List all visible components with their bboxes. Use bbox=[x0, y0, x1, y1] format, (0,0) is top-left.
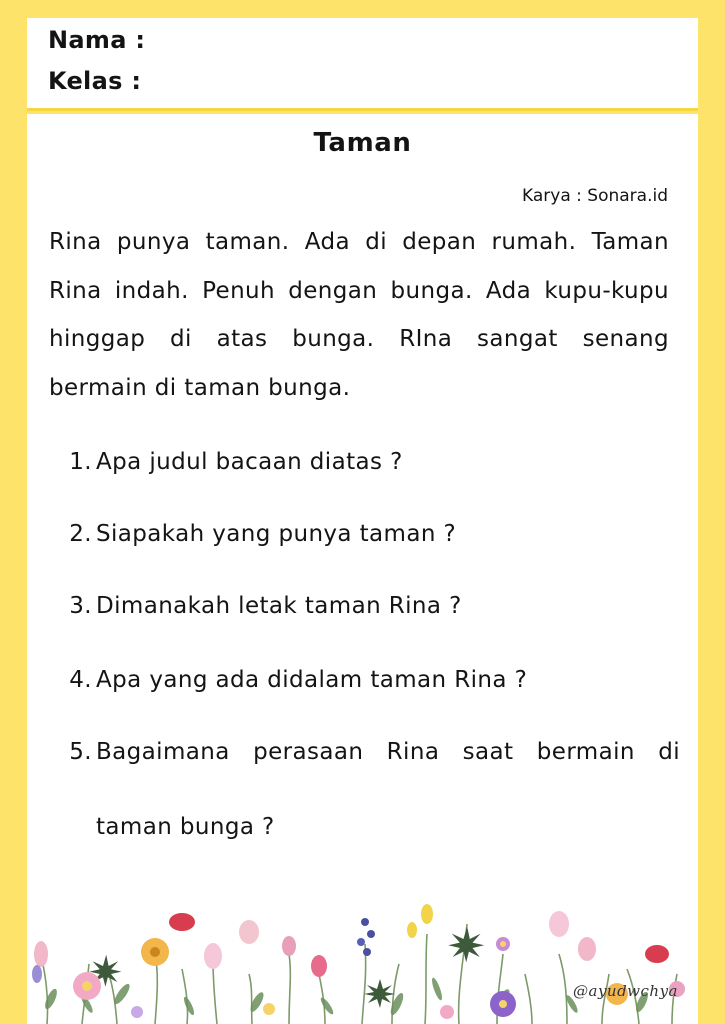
class-label: Kelas : bbox=[48, 67, 142, 95]
question-text: Apa judul bacaan diatas ? bbox=[96, 449, 403, 475]
author-credit: Karya : Sonara.id bbox=[522, 186, 668, 206]
name-label: Nama : bbox=[48, 26, 146, 54]
reading-passage: Rina punya taman. Ada di depan rumah. Taman Rina indah. Penuh dengan bunga. Ada kupu-kupu hinggap di atas bunga. RIna sangat senang bermain di taman bunga. bbox=[49, 229, 669, 401]
question-number: 4. bbox=[69, 667, 92, 693]
question-number: 5. bbox=[69, 739, 92, 765]
name-class-header bbox=[27, 18, 698, 111]
question-text: Dimanakah letak taman Rina ? bbox=[96, 593, 462, 619]
question-text-line-1: Bagaimana perasaan Rina saat bermain di bbox=[96, 739, 680, 765]
question-text: Siapakah yang punya taman ? bbox=[96, 521, 457, 547]
question-number: 2. bbox=[69, 521, 92, 547]
question-number: 1. bbox=[69, 449, 92, 475]
question-text: Apa yang ada didalam taman Rina ? bbox=[96, 667, 528, 693]
page-title: Taman bbox=[313, 128, 412, 158]
question-5-continuation: taman bunga ? bbox=[96, 814, 275, 840]
watermark: @ayudwchya bbox=[573, 982, 678, 1000]
worksheet-body bbox=[27, 114, 698, 1024]
question-number: 3. bbox=[69, 593, 92, 619]
flower-garden-illustration bbox=[27, 894, 698, 1024]
